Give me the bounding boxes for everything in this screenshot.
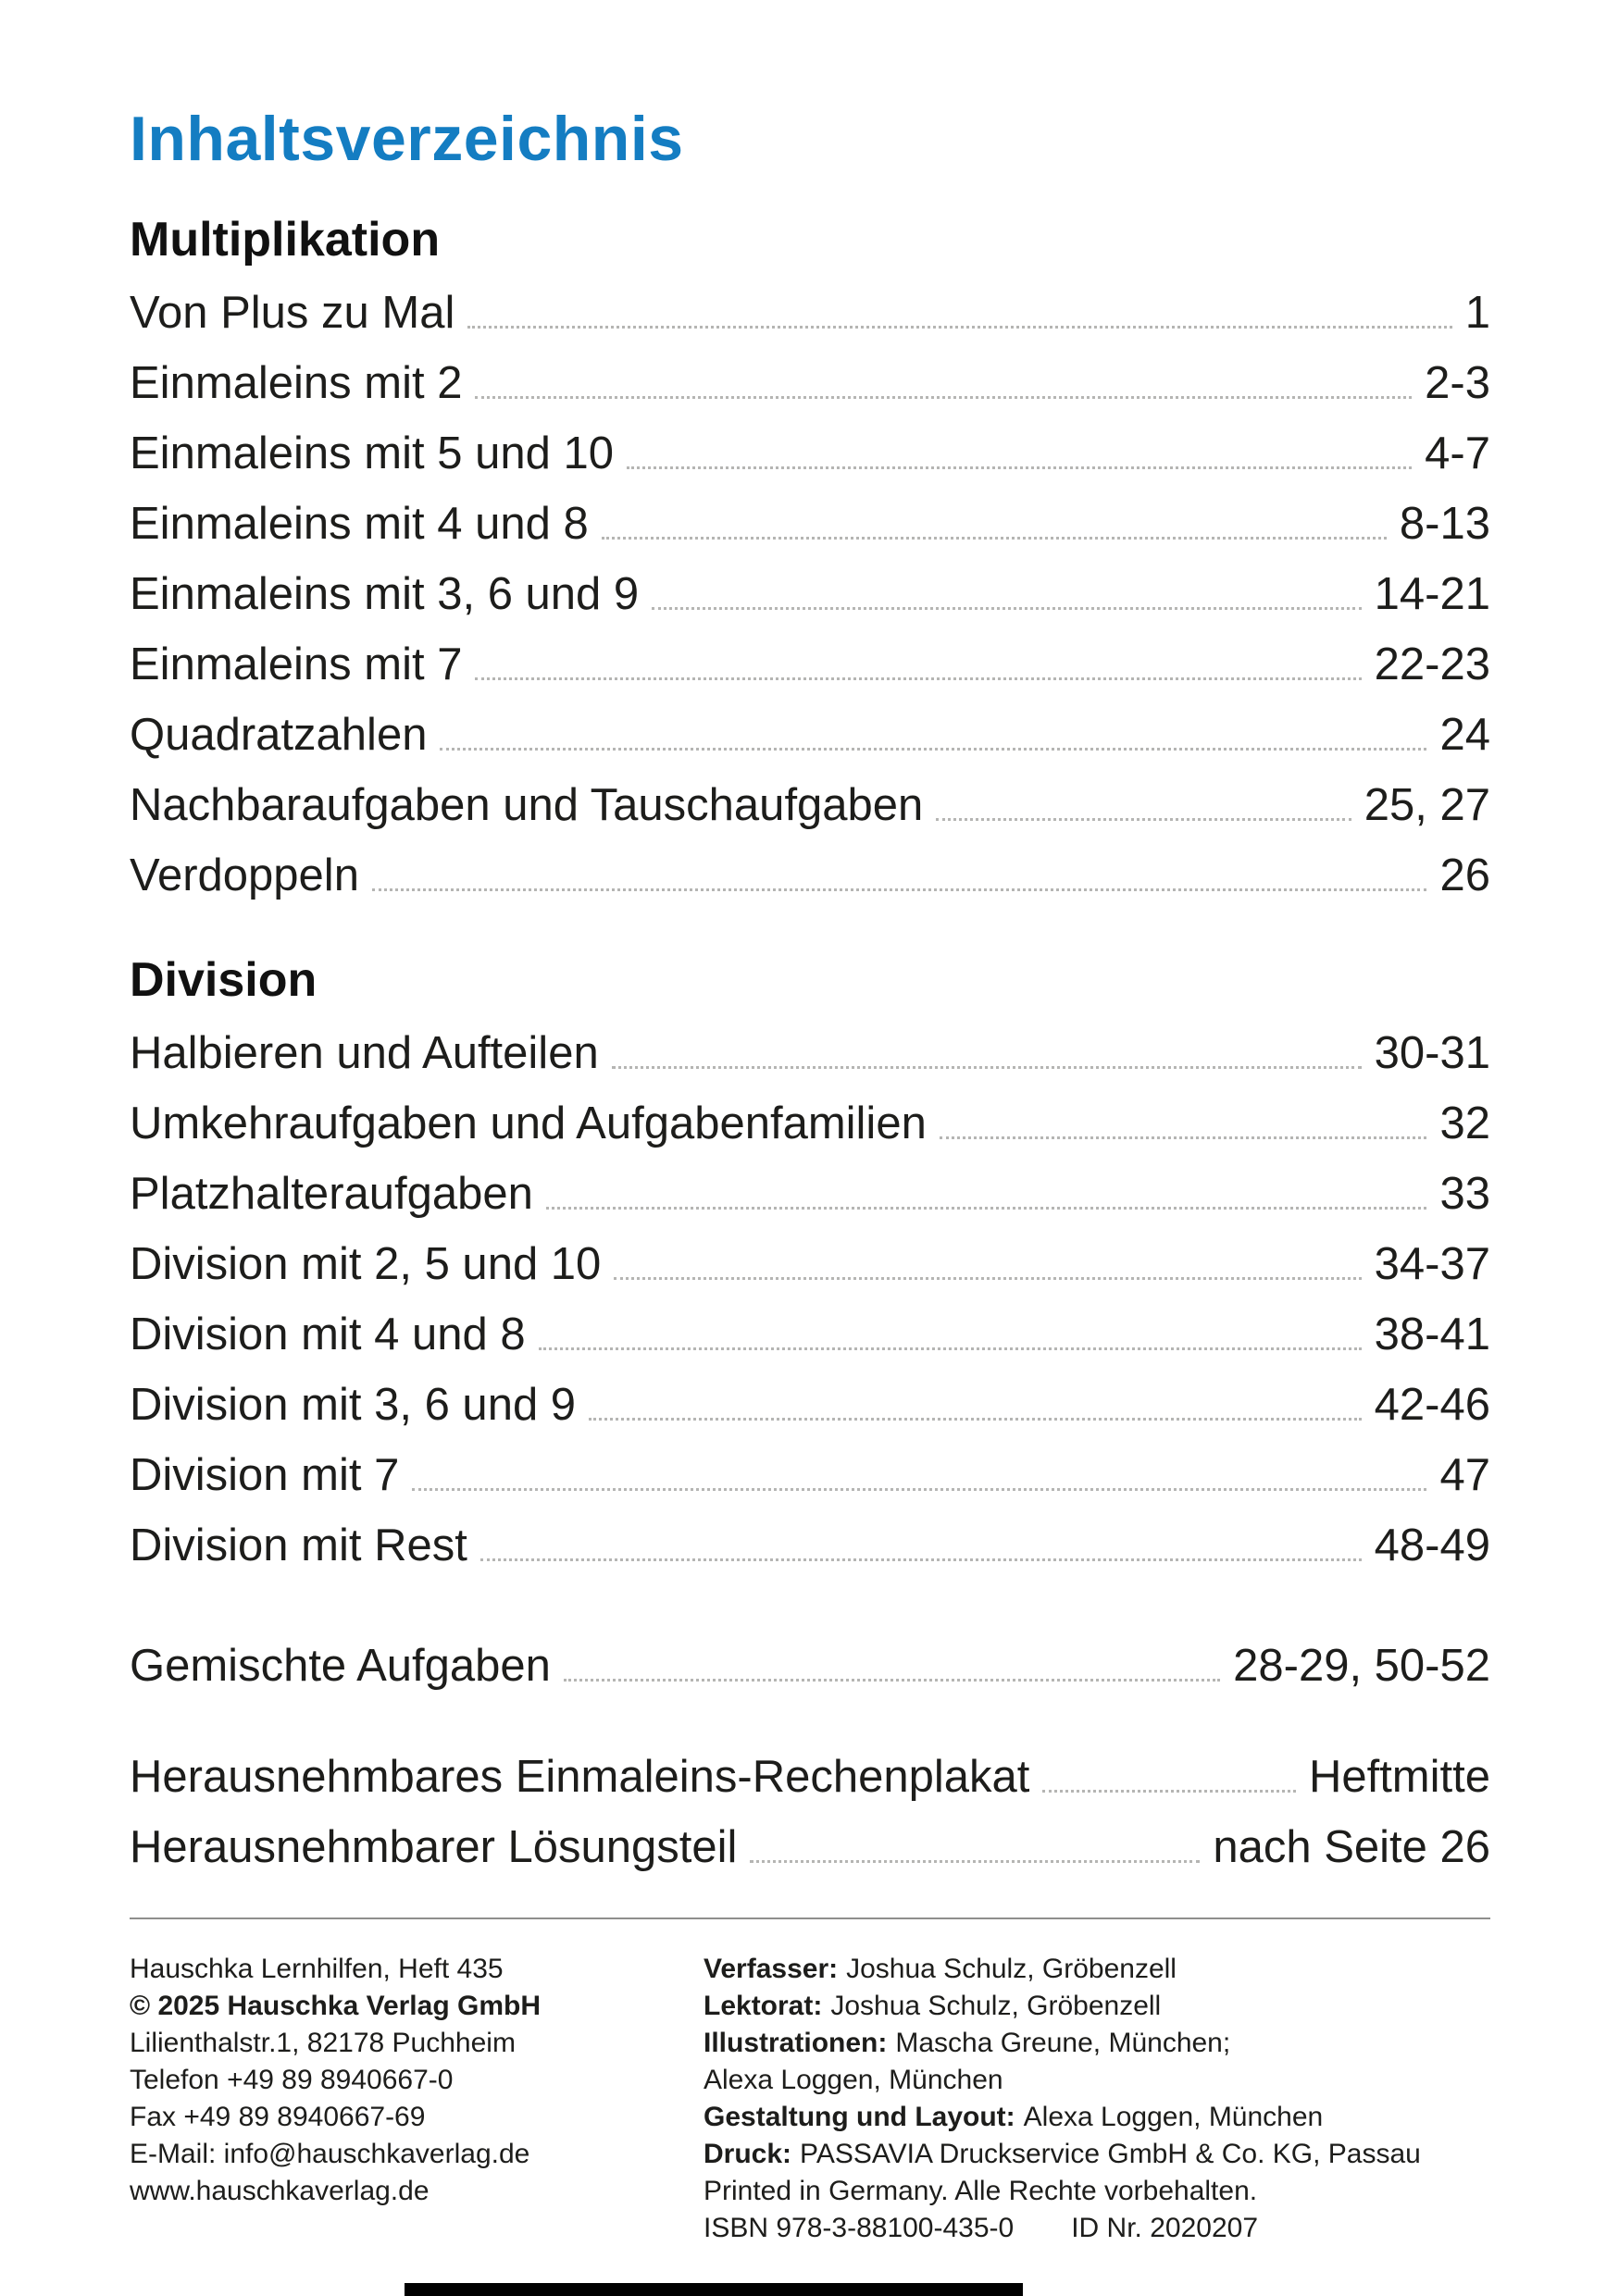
footer-line: © 2025 Hauschka Verlag GmbH (130, 1991, 541, 2021)
footer-credit-label: Verfasser: (704, 1954, 839, 1984)
toc-entry-label: Division mit 3, 6 und 9 (130, 1380, 577, 1430)
footer-credit-text: Mascha Greune, München; (895, 2028, 1231, 2058)
footer-credit-text: Printed in Germany. Alle Rechte vorbehalten. (704, 2176, 1258, 2206)
toc-entry (130, 629, 1490, 700)
toc-entry-label: Quadratzahlen (130, 710, 428, 760)
toc-entry-pages: 47 (1439, 1450, 1490, 1500)
toc-entry-label: Einmaleins mit 5 und 10 (130, 428, 614, 478)
toc-entry (130, 1088, 1490, 1159)
toc-section (130, 211, 1490, 911)
toc-entry (130, 1159, 1490, 1229)
toc-entry-pages: 30-31 (1374, 1028, 1490, 1078)
toc-entry-pages: 33 (1439, 1169, 1490, 1219)
toc-entry (130, 559, 1490, 629)
toc-entry-pages: 26 (1439, 850, 1490, 900)
toc-entry-label: Platzhalteraufgaben (130, 1169, 533, 1219)
footer-credit-text: Alexa Loggen, München (1023, 2102, 1324, 2132)
toc-entry-pages: Heftmitte (1308, 1752, 1490, 1802)
footer-line (704, 2210, 1490, 2247)
footer-publisher-column (130, 1951, 704, 2247)
dotted-leader (372, 888, 1427, 891)
dotted-leader (564, 1679, 1220, 1682)
toc-entry-pages: 34-37 (1374, 1239, 1490, 1289)
toc-entry (130, 700, 1490, 770)
footer-line: Fax +49 89 8940667-69 (130, 2102, 426, 2132)
toc-entry-label: Division mit 4 und 8 (130, 1309, 526, 1359)
footer-line: www.hauschkaverlag.de (130, 2176, 430, 2206)
toc-entry-label: Division mit 2, 5 und 10 (130, 1239, 602, 1289)
toc-entry (130, 1299, 1490, 1370)
footer-line (704, 2173, 1490, 2210)
dotted-leader (602, 537, 1387, 540)
toc-entry-label: Verdoppeln (130, 850, 359, 900)
dotted-leader (652, 607, 1361, 610)
toc-entry (130, 1229, 1490, 1299)
footer-line (704, 1951, 1490, 1988)
toc-entry (130, 418, 1490, 489)
toc-entry-pages: 28-29, 50-52 (1233, 1641, 1490, 1691)
dotted-leader (539, 1347, 1362, 1350)
toc-entry (130, 489, 1490, 559)
toc-entry-pages: nach Seite 26 (1213, 1822, 1490, 1872)
dotted-leader (612, 1066, 1362, 1069)
dotted-leader (412, 1488, 1426, 1491)
footer-credit-label: Gestaltung und Layout: (704, 2102, 1015, 2132)
toc-entry (130, 1812, 1490, 1882)
footer-credit-label: Lektorat: (704, 1991, 823, 2021)
footer-line (704, 2025, 1490, 2062)
toc-section (130, 951, 1490, 1581)
footer-credit-label: Illustrationen: (704, 2028, 888, 2058)
toc-entry (130, 1510, 1490, 1581)
toc-entry-pages: 42-46 (1374, 1380, 1490, 1430)
toc-entry-label: Herausnehmbares Einmaleins-Rechenplakat (130, 1752, 1030, 1802)
dotted-leader (480, 1558, 1362, 1561)
dotted-leader (750, 1860, 1200, 1863)
toc-entry-pages: 24 (1439, 710, 1490, 760)
toc-entry-label: Einmaleins mit 2 (130, 358, 463, 408)
footer-line (704, 2062, 1490, 2099)
footer-line: Hauschka Lernhilfen, Heft 435 (130, 1954, 504, 1984)
dotted-leader (475, 677, 1361, 680)
footer-line (704, 2099, 1490, 2136)
toc-entry (130, 278, 1490, 348)
footer-credits-column (704, 1951, 1490, 2247)
toc-entry-pages: 25, 27 (1364, 780, 1490, 830)
toc-entry (130, 770, 1490, 840)
footer-line: Lilienthalstr.1, 82178 Puchheim (130, 2028, 516, 2058)
toc-entry-pages: 22-23 (1374, 639, 1490, 689)
toc-entry (130, 1018, 1490, 1088)
toc-entry-label: Division mit Rest (130, 1520, 467, 1570)
toc-entry-pages: 32 (1439, 1098, 1490, 1148)
toc-entry-label: Von Plus zu Mal (130, 288, 455, 338)
dotted-leader (940, 1136, 1427, 1139)
toc-entry-label: Nachbaraufgaben und Tauschaufgaben (130, 780, 924, 830)
toc-entry-pages: 1 (1464, 288, 1490, 338)
footer-credit-label: Druck: (704, 2139, 792, 2169)
toc-entry-pages: 14-21 (1374, 569, 1490, 619)
dotted-leader (936, 818, 1351, 821)
page-edge-mark (405, 2283, 1023, 2296)
footer-line: Telefon +49 89 8940667-0 (130, 2065, 454, 2095)
toc-entry-pages: 8-13 (1399, 499, 1490, 549)
dotted-leader (475, 396, 1412, 399)
toc-entry-pages: 4-7 (1425, 428, 1490, 478)
toc-entry-label: Halbieren und Aufteilen (130, 1028, 599, 1078)
toc-entry-label: Einmaleins mit 3, 6 und 9 (130, 569, 640, 619)
footer-id-number: ID Nr. 2020207 (1071, 2213, 1259, 2243)
toc-entry (130, 1440, 1490, 1510)
footer (130, 1917, 1490, 2247)
toc-entry (130, 1631, 1490, 1701)
dotted-leader (614, 1277, 1361, 1280)
section-heading: Multiplikation (130, 213, 441, 267)
footer-line (704, 1988, 1490, 2025)
toc-entry-label: Herausnehmbarer Lösungsteil (130, 1822, 738, 1872)
toc-entry-label: Umkehraufgaben und Aufgabenfamilien (130, 1098, 927, 1148)
footer-line (704, 2136, 1490, 2173)
footer-credit-text: Alexa Loggen, München (704, 2065, 1003, 2095)
toc-entry-pages: 48-49 (1374, 1520, 1490, 1570)
toc-entry (130, 1370, 1490, 1440)
dotted-leader (589, 1418, 1362, 1421)
dotted-leader (627, 466, 1412, 469)
footer-credit-text: PASSAVIA Druckservice GmbH & Co. KG, Passau (800, 2139, 1421, 2169)
footer-line: E-Mail: info@hauschkaverlag.de (130, 2139, 530, 2169)
table-of-contents (130, 211, 1490, 1882)
toc-standalone-group (130, 1742, 1490, 1882)
toc-entry-label: Division mit 7 (130, 1450, 400, 1500)
page-title: Inhaltsverzeichnis (130, 104, 684, 174)
footer-credit-text: Joshua Schulz, Gröbenzell (846, 1954, 1177, 1984)
toc-entry (130, 348, 1490, 418)
toc-entry-pages: 38-41 (1374, 1309, 1490, 1359)
toc-entry-pages: 2-3 (1425, 358, 1490, 408)
dotted-leader (467, 326, 1451, 329)
toc-entry-label: Einmaleins mit 7 (130, 639, 463, 689)
dotted-leader (1042, 1790, 1296, 1793)
footer-credit-text: Joshua Schulz, Gröbenzell (830, 1991, 1162, 2021)
dotted-leader (546, 1207, 1427, 1210)
section-heading: Division (130, 953, 318, 1007)
toc-entry (130, 1742, 1490, 1812)
dotted-leader (440, 748, 1426, 751)
toc-entry-label: Gemischte Aufgaben (130, 1641, 551, 1691)
toc-entry (130, 840, 1490, 911)
toc-entry-label: Einmaleins mit 4 und 8 (130, 499, 589, 549)
footer-credit-text: ISBN 978-3-88100-435-0 (704, 2213, 1015, 2243)
toc-standalone-group (130, 1631, 1490, 1701)
